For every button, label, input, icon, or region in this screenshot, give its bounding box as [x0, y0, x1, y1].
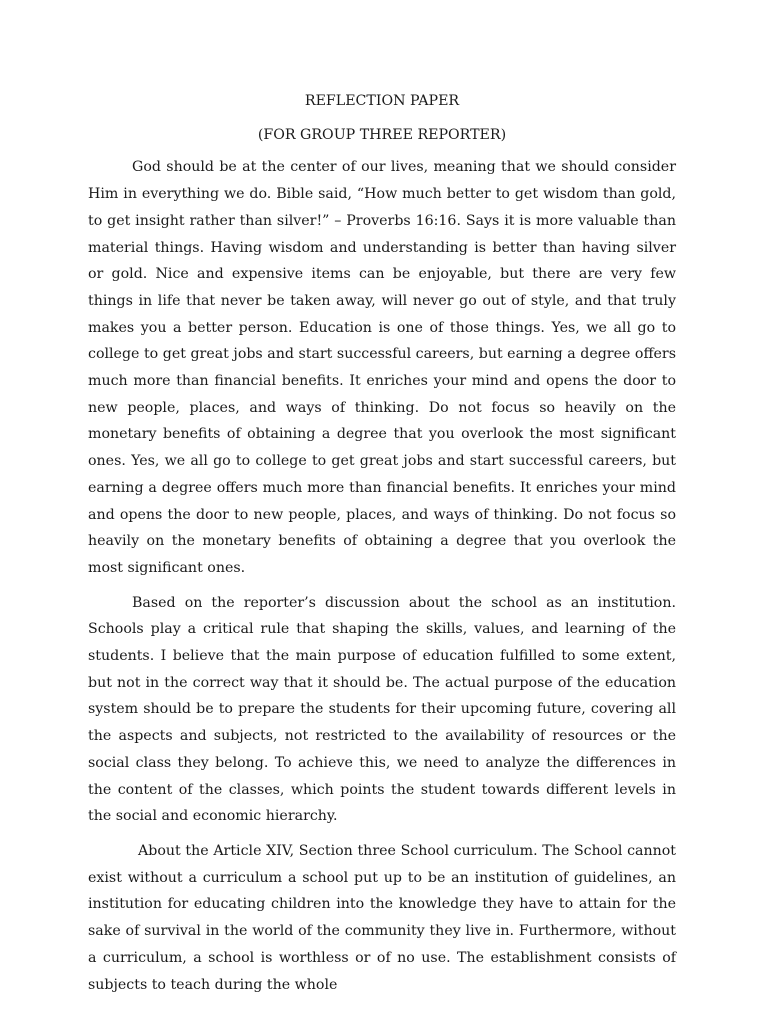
- page-subtitle: (FOR GROUP THREE REPORTER): [257, 126, 507, 143]
- document-page: [88, 88, 676, 1006]
- paragraph-2: Based on the reporter’s discussion about the school as an institution. Schools play a critical rule that shaping the skills, values, and learning of the students. I believe that the main purpose of education fulfilled to some extent, but not in the correct way that it should be. The actual purpose of the education system should be to prepare the students for their upcoming future, covering all the aspects and subjects, not restricted to the availability of resources or the social class they belong. To achieve this, we need to analyze the differences in the content of the classes, which points the student towards different levels in the social and economic hierarchy.: [88, 594, 676, 825]
- page-title: REFLECTION PAPER: [304, 93, 460, 109]
- paragraph-1: God should be at the center of our lives, meaning that we should consider Him in everything we do. Bible said, “How much better to get wisdom than gold, to get insight rather than silver!” – Proverbs 16:16. Says it is more valuable than material things. Having wisdom and understanding is better than having silver or gold. Nice and expensive items can be enjoyable, but there are very few things in life that never be taken away, will never go out of style, and that truly makes you a better person. Education is one of those things. Yes, we all go to college to get great jobs and start successful careers, but earning a degree offers much more than financial benefits. It enriches your mind and opens the door to new people, places, and ways of thinking. Do not focus so heavily on the monetary benefits of obtaining a degree that you overlook the most significant ones. Yes, we all go to college to get great jobs and start successful careers, but earning a degree offers much more than financial benefits. It enriches your mind and opens the door to new people, places, and ways of thinking. Do not focus so heavily on the monetary benefits of obtaining a degree that you overlook the most significant ones.: [88, 159, 676, 576]
- paragraph-3: About the Article XIV, Section three School curriculum. The School cannot exist without a curriculum a school put up to be an institution of guidelines, an institution for educating children into the knowledge they have to attain for the sake of survival in the world of the community they live in. Furthermore, without a curriculum, a school is worthless or of no use. The establishment consists of subjects to teach during the whole: [88, 842, 676, 993]
